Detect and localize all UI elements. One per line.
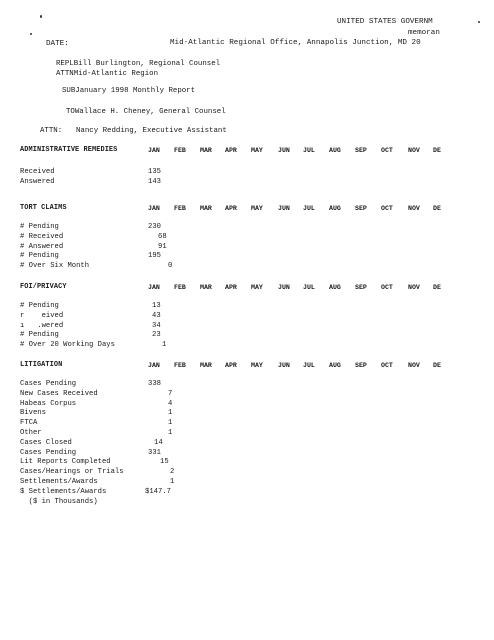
section-title: ADMINISTRATIVE REMEDIES <box>20 146 118 154</box>
row-label: Received <box>20 168 55 176</box>
row-label: Cases/Hearings or Trials <box>20 468 124 477</box>
month-header: APR <box>225 147 237 154</box>
row-label: # Answered <box>20 242 64 251</box>
jan-value: 1 <box>168 409 173 418</box>
row-label: # Pending <box>20 302 59 310</box>
row-label: # Over Six Month <box>20 262 90 271</box>
month-header: OCT <box>381 284 393 291</box>
scan-speck <box>40 15 42 18</box>
row-label: Settlements/Awards <box>20 478 98 486</box>
month-header: DE <box>433 362 441 369</box>
month-header: NOV <box>408 147 420 154</box>
jan-value: 23 <box>152 331 161 340</box>
month-header: MAR <box>200 205 212 212</box>
row-label: Cases Pending <box>20 448 77 457</box>
month-header: JUN <box>278 362 290 369</box>
jan-value: 195 <box>148 252 161 261</box>
month-header: APR <box>225 205 237 212</box>
month-header: DE <box>433 147 441 154</box>
attn-label: ATTN: <box>40 127 63 135</box>
month-header: MAY <box>251 205 263 212</box>
office-line: Mid-Atlantic Regional Office, Annapolis Junction, MD 20 <box>170 39 421 47</box>
row-label: # Pending <box>20 223 59 231</box>
jan-value: 331 <box>148 448 161 457</box>
to-line: TOWallace H. Cheney, General Counsel <box>66 108 226 116</box>
row-label: Answered <box>20 177 55 186</box>
jan-value: 4 <box>168 399 173 408</box>
row-label: Cases Closed <box>20 438 72 447</box>
jan-value: 1 <box>170 478 175 486</box>
jan-value: 135 <box>148 168 161 176</box>
jan-value: 34 <box>152 321 161 330</box>
row-label: # Pending <box>20 331 59 340</box>
jan-value: 338 <box>148 380 161 388</box>
jan-value: 68 <box>158 232 167 241</box>
month-header: JAN <box>148 362 160 369</box>
date-label: DATE: <box>46 40 69 48</box>
jan-value: 15 <box>160 458 169 467</box>
jan-value: 43 <box>152 311 161 320</box>
row-label: Habeas Corpus <box>20 399 77 408</box>
row-label: ı .wered <box>20 321 64 330</box>
jan-value: 143 <box>148 177 161 186</box>
month-header: SEP <box>355 205 367 212</box>
month-header: FEB <box>174 205 186 212</box>
month-header: FEB <box>174 362 186 369</box>
row-label: FTCA <box>20 419 38 428</box>
month-header: AUG <box>329 284 341 291</box>
month-header: DE <box>433 205 441 212</box>
jan-value: 0 <box>168 262 173 271</box>
month-header: OCT <box>381 362 393 369</box>
jan-value: 230 <box>148 223 161 231</box>
document-type: memoran <box>408 29 440 37</box>
month-header: JAN <box>148 147 160 154</box>
row-label: r eived <box>20 311 64 320</box>
reply-to-line: REPLBill Burlington, Regional Counsel <box>56 60 221 68</box>
month-header: OCT <box>381 147 393 154</box>
section-title: LITIGATION <box>20 361 63 369</box>
row-label: New Cases Received <box>20 389 98 398</box>
month-header: AUG <box>329 205 341 212</box>
month-header: JAN <box>148 205 160 212</box>
month-header: NOV <box>408 284 420 291</box>
month-header: FEB <box>174 284 186 291</box>
row-label: # Pending <box>20 252 59 261</box>
month-header: OCT <box>381 205 393 212</box>
row-label: ($ in Thousands) <box>20 497 98 506</box>
month-header: FEB <box>174 147 186 154</box>
jan-value: 13 <box>152 302 161 310</box>
month-header: APR <box>225 284 237 291</box>
month-header: JUL <box>303 205 315 212</box>
month-header: JUN <box>278 147 290 154</box>
month-header: JUL <box>303 284 315 291</box>
row-label: Bivens <box>20 409 46 418</box>
attn-region-line: ATTNMid-Atlantic Region <box>56 70 159 78</box>
jan-value: 1 <box>168 429 173 437</box>
month-header: MAR <box>200 284 212 291</box>
month-header: AUG <box>329 147 341 154</box>
jan-value: 7 <box>168 389 173 398</box>
month-header: JUN <box>278 284 290 291</box>
month-header: MAR <box>200 147 212 154</box>
month-header: DE <box>433 284 441 291</box>
jan-value: 14 <box>154 438 163 447</box>
jan-value: $147.7 <box>145 487 171 496</box>
section-title: FOI/PRIVACY <box>20 283 67 291</box>
row-label: Lit Reports Completed <box>20 458 111 467</box>
month-header: JUL <box>303 362 315 369</box>
month-header: MAY <box>251 147 263 154</box>
scan-speck <box>478 21 480 23</box>
row-label: Other <box>20 429 42 437</box>
scan-speck <box>30 33 32 35</box>
subject-line: SUBJanuary 1998 Monthly Report <box>62 87 196 95</box>
month-header: SEP <box>355 147 367 154</box>
month-header: MAY <box>251 362 263 369</box>
jan-value: 1 <box>168 419 173 428</box>
section-title: TORT CLAIMS <box>20 204 67 212</box>
month-header: NOV <box>408 205 420 212</box>
month-header: SEP <box>355 362 367 369</box>
month-header: JUN <box>278 205 290 212</box>
month-header: AUG <box>329 362 341 369</box>
row-label: # Received <box>20 232 64 241</box>
jan-value: 2 <box>170 468 175 477</box>
month-header: NOV <box>408 362 420 369</box>
month-header: MAY <box>251 284 263 291</box>
row-label: Cases Pending <box>20 380 77 388</box>
jan-value: 1 <box>162 341 167 350</box>
attn-name: Nancy Redding, Executive Assistant <box>76 127 227 135</box>
month-header: JUL <box>303 147 315 154</box>
month-header: APR <box>225 362 237 369</box>
row-label: $ Settlements/Awards <box>20 487 107 496</box>
month-header: SEP <box>355 284 367 291</box>
agency-title: UNITED STATES GOVERNM <box>337 18 433 26</box>
month-header: MAR <box>200 362 212 369</box>
month-header: JAN <box>148 284 160 291</box>
row-label: # Over 20 Working Days <box>20 341 115 350</box>
jan-value: 91 <box>158 242 167 251</box>
